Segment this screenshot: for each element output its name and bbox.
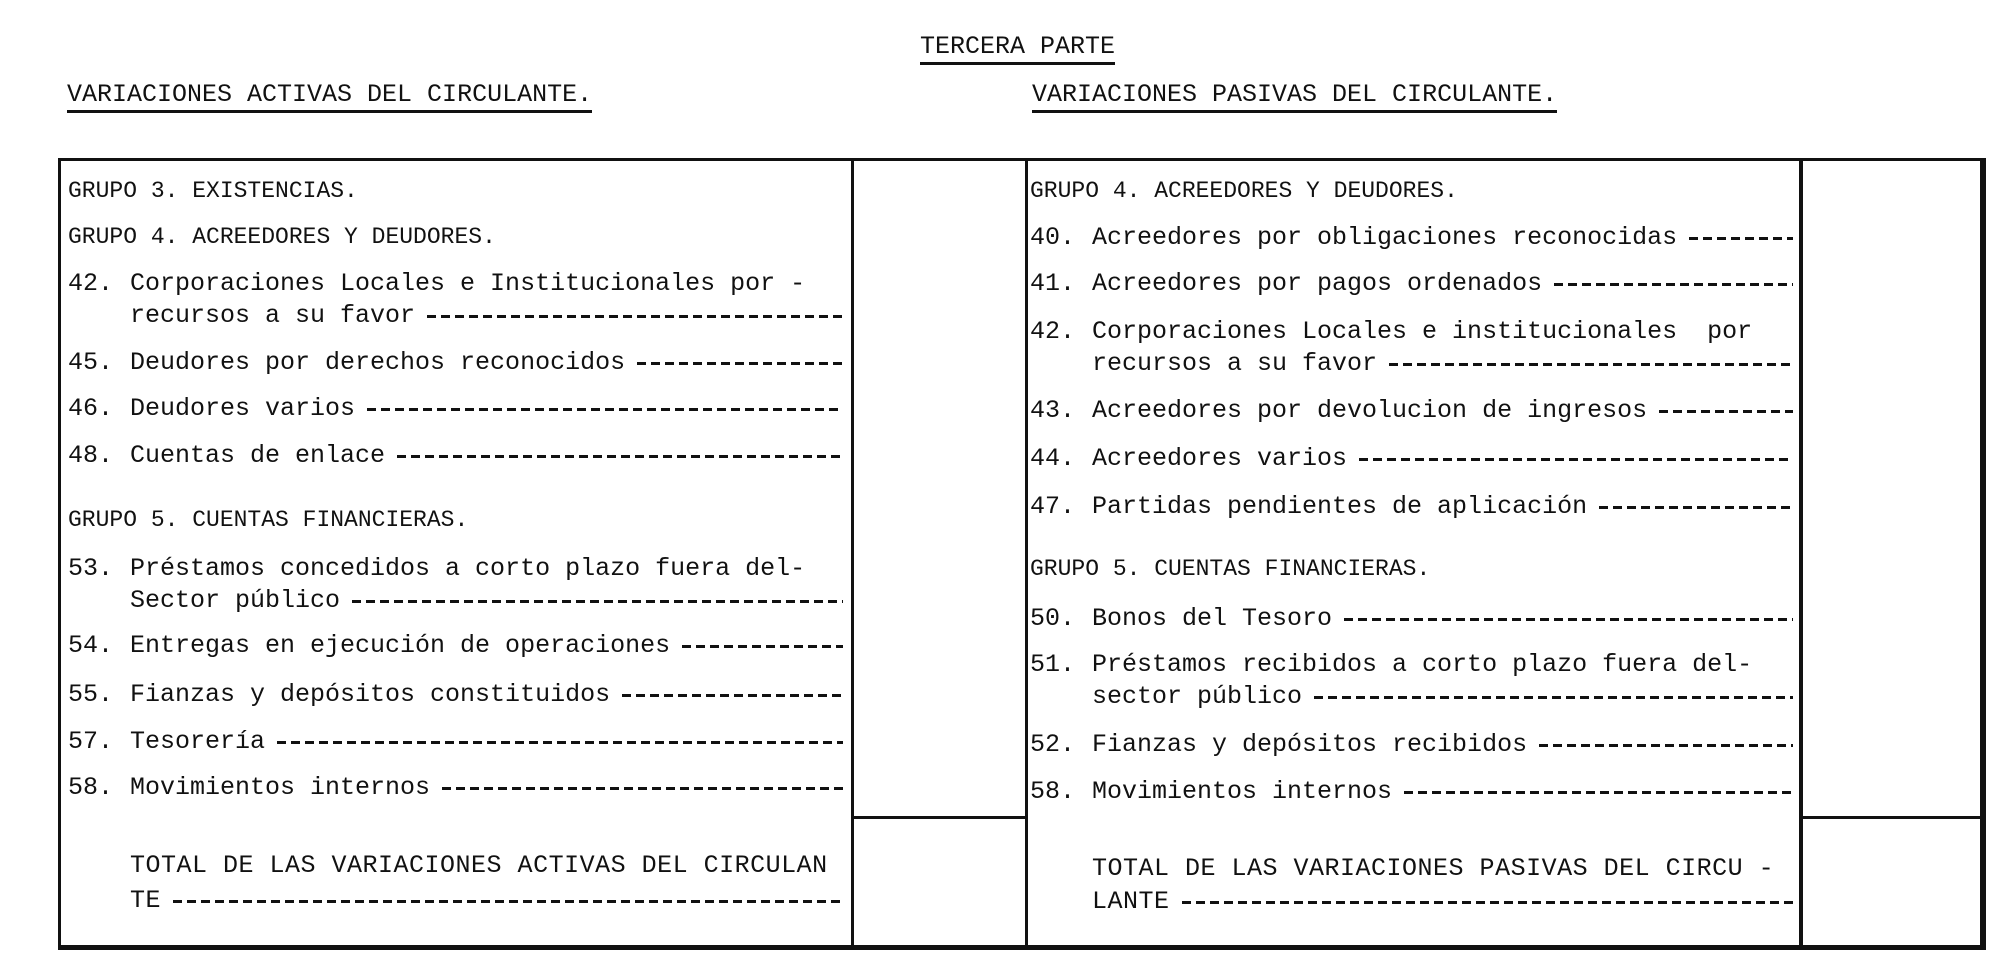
dash-leader — [1359, 458, 1793, 461]
account-code: 58. — [68, 772, 114, 802]
account-line — [68, 630, 843, 660]
account-label: Bonos del Tesoro — [1092, 603, 1333, 633]
account-line — [1030, 268, 1793, 298]
account-line — [130, 300, 843, 330]
account-code: 53. — [68, 553, 114, 583]
account-code: 42. — [68, 268, 114, 298]
page-title: TERCERA PARTE — [920, 32, 1115, 65]
account-line — [1092, 681, 1793, 711]
table-bottom-border — [58, 945, 1986, 950]
account-line — [1030, 776, 1793, 806]
account-line — [68, 726, 843, 756]
account-line — [130, 585, 843, 615]
account-label: LANTE — [1092, 886, 1170, 916]
account-code: 52. — [1030, 729, 1076, 759]
dash-leader — [622, 694, 843, 697]
account-label: Préstamos recibidos a corto plazo fuera del- — [1092, 649, 1753, 679]
account-line — [1030, 395, 1793, 425]
dash-leader — [1554, 283, 1793, 286]
table-left-border — [58, 158, 61, 950]
account-label: sector público — [1092, 681, 1303, 711]
account-code: 58. — [1030, 776, 1076, 806]
dash-leader — [1404, 791, 1793, 794]
dash-leader — [352, 600, 843, 603]
center-divider — [1025, 158, 1028, 950]
account-line — [68, 268, 843, 298]
account-line — [1030, 603, 1793, 633]
total-line — [1092, 886, 1793, 916]
account-label: Tesorería — [130, 726, 266, 756]
account-line — [1030, 222, 1793, 252]
dash-leader — [277, 741, 843, 744]
account-code: 55. — [68, 679, 114, 709]
group-heading — [1030, 176, 1793, 206]
dash-leader — [1344, 618, 1793, 621]
total-line — [130, 850, 843, 880]
account-line — [1030, 316, 1793, 346]
account-label: Préstamos concedidos a corto plazo fuera del- — [130, 553, 806, 583]
account-label: Corporaciones Locales e Institucionales por - — [130, 268, 806, 298]
group-title: GRUPO 5. CUENTAS FINANCIERAS. — [1030, 556, 1431, 582]
account-label: Acreedores por obligaciones reconocidas — [1092, 222, 1678, 252]
account-code: 48. — [68, 440, 114, 470]
account-label: Acreedores por pagos ordenados — [1092, 268, 1543, 298]
account-code: 57. — [68, 726, 114, 756]
account-code: 45. — [68, 347, 114, 377]
group-title: GRUPO 3. EXISTENCIAS. — [68, 178, 358, 204]
left-amount-column-divider — [851, 158, 854, 950]
account-label: Movimientos internos — [130, 772, 431, 802]
account-code: 50. — [1030, 603, 1076, 633]
account-label: TE — [130, 885, 162, 915]
total-line — [1092, 853, 1793, 883]
account-code: 42. — [1030, 316, 1076, 346]
account-code: 54. — [68, 630, 114, 660]
group-heading — [68, 222, 843, 252]
account-code: 44. — [1030, 443, 1076, 473]
account-label: Fianzas y depósitos recibidos — [1092, 729, 1528, 759]
account-label: Cuentas de enlace — [130, 440, 386, 470]
right-total-rule — [1801, 816, 1983, 819]
dash-leader — [682, 645, 843, 648]
left-total-rule — [853, 816, 1025, 819]
account-line — [1030, 443, 1793, 473]
account-label: Sector público — [130, 585, 341, 615]
dash-leader — [637, 362, 843, 365]
account-line — [68, 679, 843, 709]
account-line — [1092, 348, 1793, 378]
group-title: GRUPO 5. CUENTAS FINANCIERAS. — [68, 507, 469, 533]
table-right-border — [1980, 158, 1986, 950]
account-label: Deudores varios — [130, 393, 356, 423]
account-line — [68, 440, 843, 470]
account-line — [1030, 491, 1793, 521]
account-line — [68, 772, 843, 802]
group-heading — [68, 176, 843, 206]
account-label: Partidas pendientes de aplicación — [1092, 491, 1588, 521]
account-label: Acreedores varios — [1092, 443, 1348, 473]
account-line — [1030, 729, 1793, 759]
account-code: 40. — [1030, 222, 1076, 252]
account-label: Movimientos internos — [1092, 776, 1393, 806]
account-label: Deudores por derechos reconocidos — [130, 347, 626, 377]
account-label: recursos a su favor — [130, 300, 416, 330]
account-label: TOTAL DE LAS VARIACIONES ACTIVAS DEL CIRCULAN — [130, 850, 828, 880]
account-code: 47. — [1030, 491, 1076, 521]
account-label: Corporaciones Locales e institucionales por — [1092, 316, 1753, 346]
group-title: GRUPO 4. ACREEDORES Y DEUDORES. — [1030, 178, 1458, 204]
account-label: recursos a su favor — [1092, 348, 1378, 378]
account-line — [1030, 649, 1793, 679]
total-line — [130, 885, 843, 915]
dash-leader — [442, 787, 843, 790]
account-code: 41. — [1030, 268, 1076, 298]
dash-leader — [1689, 237, 1793, 240]
account-line — [68, 393, 843, 423]
account-label: TOTAL DE LAS VARIACIONES PASIVAS DEL CIRCU - — [1092, 853, 1775, 883]
account-code: 46. — [68, 393, 114, 423]
group-heading — [1030, 554, 1793, 584]
left-section-heading: VARIACIONES ACTIVAS DEL CIRCULANTE. — [67, 80, 592, 113]
dash-leader — [1659, 410, 1793, 413]
dash-leader — [1539, 744, 1793, 747]
right-amount-column-divider — [1799, 160, 1803, 950]
dash-leader — [1599, 506, 1793, 509]
account-label: Entregas en ejecución de operaciones — [130, 630, 671, 660]
account-line — [68, 553, 843, 583]
dash-leader — [367, 408, 843, 411]
dash-leader — [1389, 363, 1793, 366]
account-label: Acreedores por devolucion de ingresos — [1092, 395, 1648, 425]
account-code: 51. — [1030, 649, 1076, 679]
right-section-heading: VARIACIONES PASIVAS DEL CIRCULANTE. — [1032, 80, 1557, 113]
account-label: Fianzas y depósitos constituidos — [130, 679, 611, 709]
dash-leader — [1314, 696, 1793, 699]
dash-leader — [173, 900, 843, 903]
account-code: 43. — [1030, 395, 1076, 425]
dash-leader — [1182, 901, 1793, 904]
table-top-border — [58, 158, 1986, 161]
dash-leader — [427, 315, 843, 318]
group-heading — [68, 505, 843, 535]
dash-leader — [397, 455, 843, 458]
group-title: GRUPO 4. ACREEDORES Y DEUDORES. — [68, 224, 496, 250]
account-line — [68, 347, 843, 377]
